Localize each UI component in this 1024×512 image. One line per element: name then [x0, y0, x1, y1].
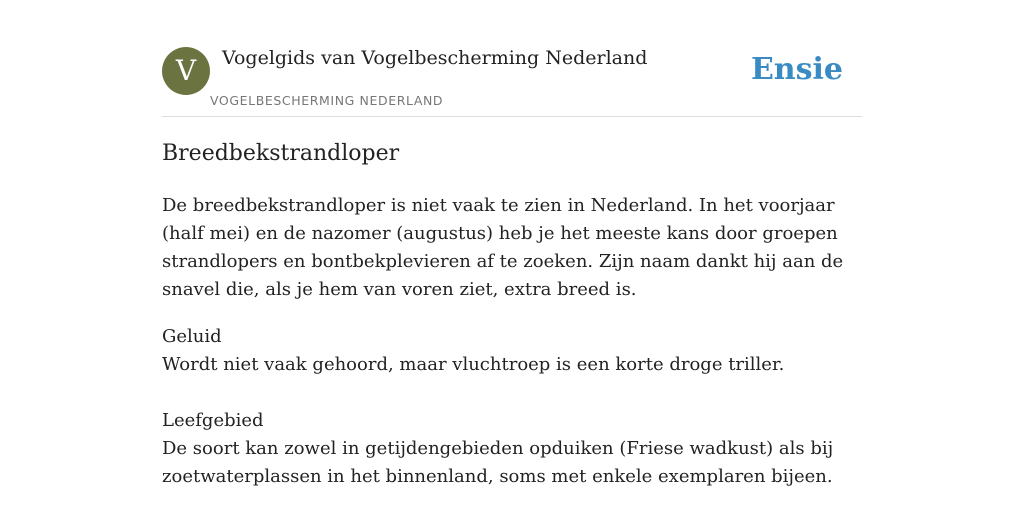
- article-title: Breedbekstrandloper: [162, 141, 400, 166]
- ensie-logo[interactable]: Ensie: [750, 52, 843, 87]
- article-intro: De breedbekstrandloper is niet vaak te zien in Nederland. In het voorjaar (half mei) en de nazomer (augustus) heb je het meeste kans door groepen strandlopers en bontbekplevieren af te zoeken. Zijn naam dankt hij aan de snavel die, als je hem van voren ziet, extra breed is.: [162, 195, 844, 300]
- section-geluid: [162, 323, 862, 379]
- page-container: [162, 0, 862, 487]
- section-leefgebied: [162, 407, 862, 491]
- section-heading: Geluid: [162, 326, 222, 347]
- source-subtitle: VOGELBESCHERMING NEDERLAND: [210, 93, 444, 108]
- source-avatar[interactable]: V: [162, 47, 210, 95]
- section-heading: Leefgebied: [162, 410, 264, 431]
- source-title-link[interactable]: Vogelgids van Vogelbescherming Nederland: [222, 47, 648, 69]
- source-header: [162, 0, 862, 117]
- section-text: De soort kan zowel in getijdengebieden opduiken (Friese wadkust) als bij zoetwaterplassen in het binnenland, soms met enkele exemplaren bijeen.: [162, 438, 834, 487]
- section-text: Wordt niet vaak gehoord, maar vluchtroep is een korte droge triller.: [162, 354, 785, 375]
